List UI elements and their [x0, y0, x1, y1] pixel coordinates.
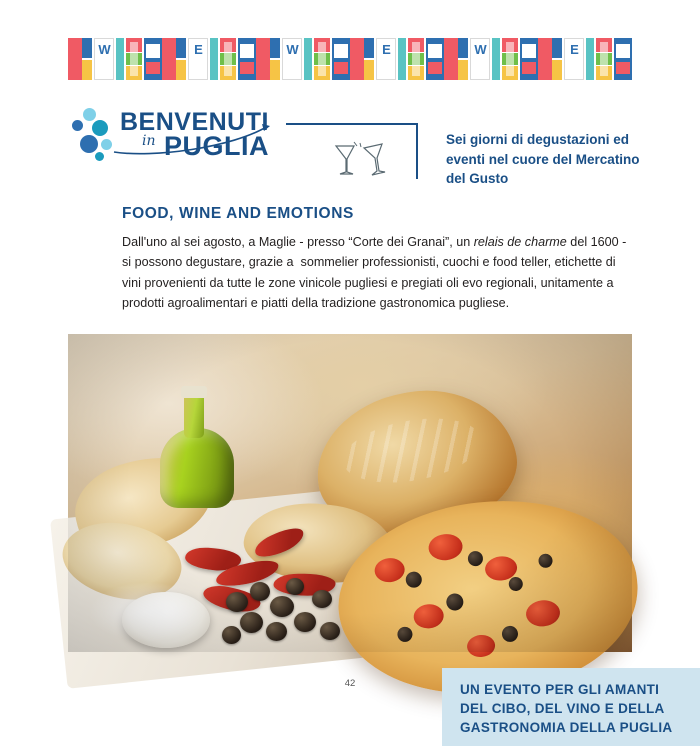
band-unit [350, 38, 444, 80]
band-unit [68, 38, 162, 80]
logo-line-puglia: PUGLIA [164, 131, 270, 161]
body-paragraph: Dall'uno al sei agosto, a Maglie - presso “Corte dei Granai”, un relais de charme del 1600 - si possono degustare, grazie a sommelier professionisti, cuochi e food teller, etichette di vini provenienti da tutte le zone vinicole pugliesi e pregiati oli evo regionali, unitamente a prodotti agroalimentari e piatti della tradizione gastronomica pugliese. [122, 235, 627, 311]
logo-line-benvenuti: BENVENUTI [120, 108, 269, 136]
band-unit [538, 38, 632, 80]
band-unit [162, 38, 256, 80]
band-tiles [68, 38, 632, 80]
logo-text [120, 108, 270, 161]
band-letter: W [474, 42, 486, 57]
wine-glasses-icon [330, 140, 392, 180]
page-number: 42 [344, 678, 356, 689]
decorative-pattern-band [68, 38, 632, 80]
band-letter: W [98, 42, 110, 57]
band-unit [256, 38, 350, 80]
benvenuti-in-puglia-logo [72, 104, 272, 166]
logo-line-in: in [142, 133, 156, 149]
section-title: FOOD, WINE AND EMOTIONS [122, 205, 354, 222]
band-letter: W [286, 42, 298, 57]
band-letter: E [382, 42, 390, 57]
band-letter: E [570, 42, 578, 57]
header-tagline: Sei giorni di degustazioni ed eventi nel cuore del Mercatino del Gusto [446, 132, 640, 187]
photo-caption: UN EVENTO PER GLI AMANTI DEL CIBO, DEL VINO E DELLA GASTRONOMIA DELLA PUGLIA [442, 668, 700, 746]
band-unit [444, 38, 538, 80]
band-letter: E [194, 42, 202, 57]
